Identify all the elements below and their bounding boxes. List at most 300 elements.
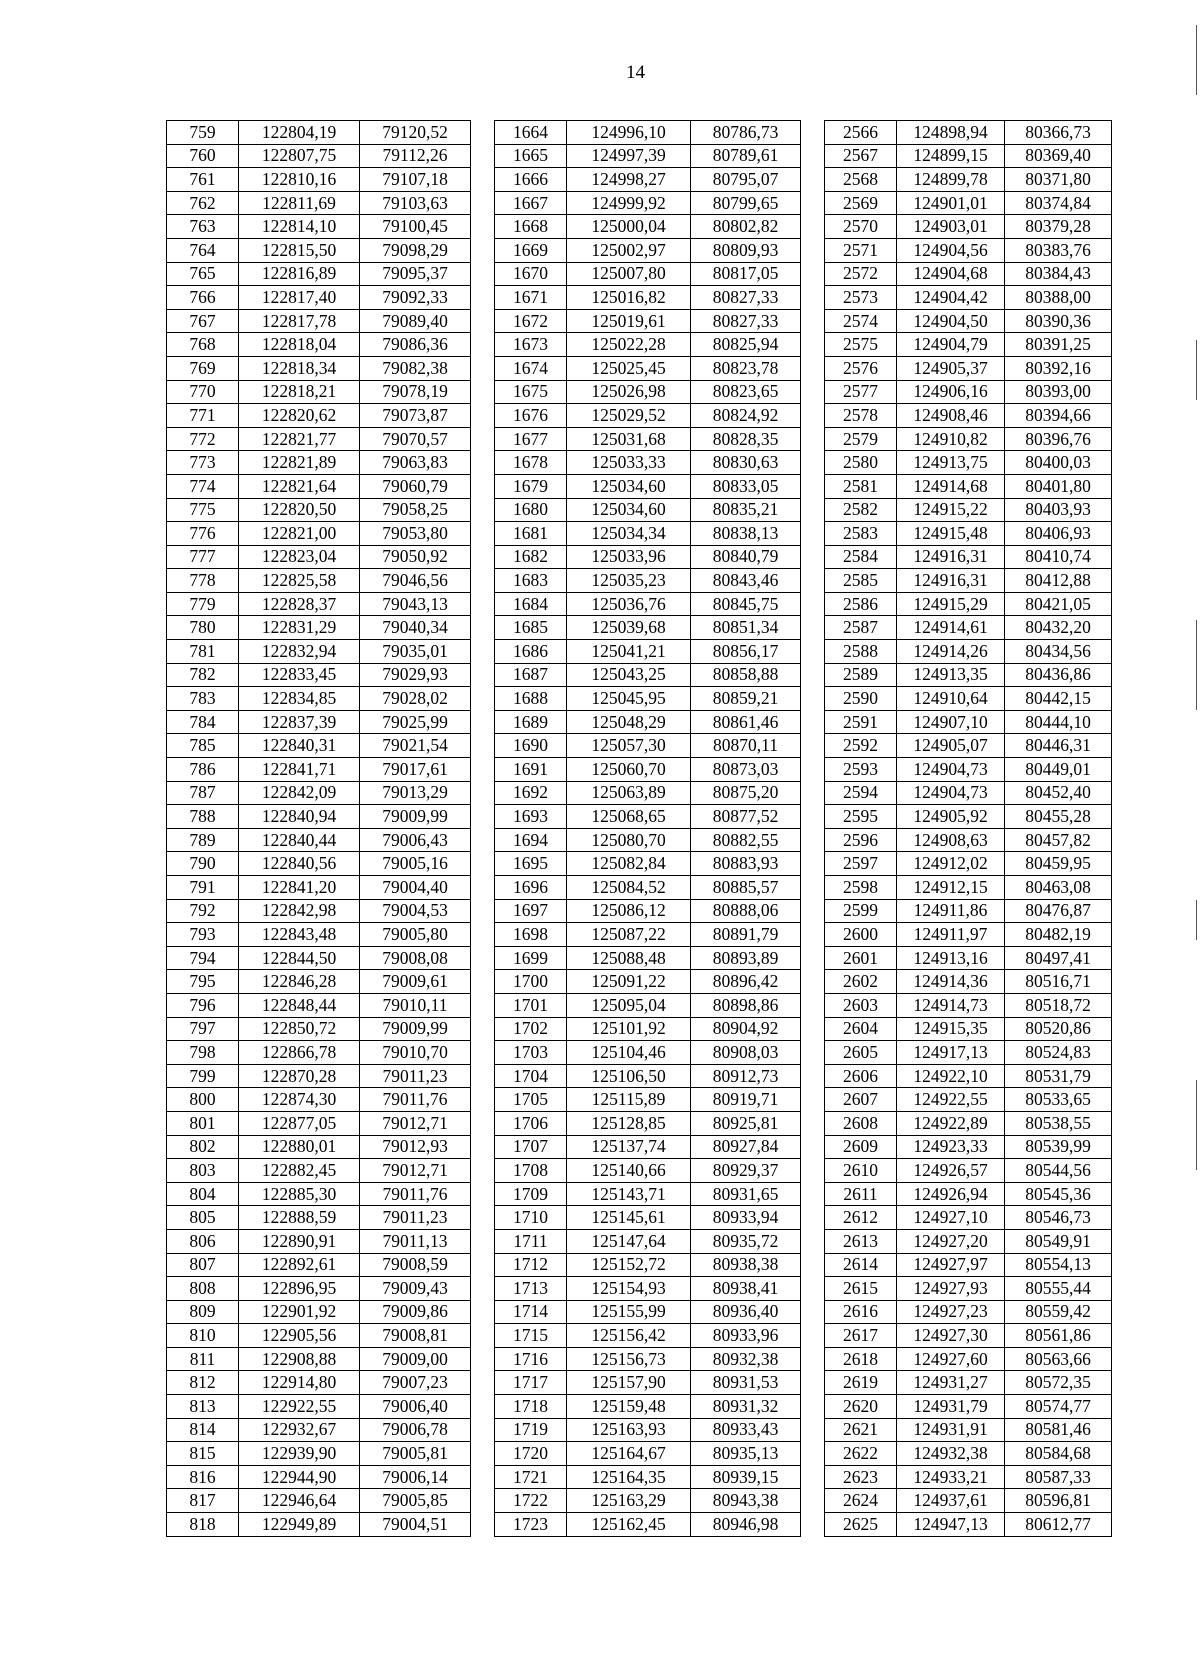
y-coordinate-cell: 79007,23 <box>360 1371 471 1395</box>
column-separator <box>801 498 825 522</box>
y-coordinate-cell: 80931,65 <box>691 1182 801 1206</box>
table-row <box>167 1277 1112 1301</box>
x-coordinate-cell: 124903,01 <box>897 215 1005 239</box>
x-coordinate-cell: 122922,55 <box>239 1395 360 1419</box>
y-coordinate-cell: 80802,82 <box>691 215 801 239</box>
y-coordinate-cell: 80400,03 <box>1005 451 1112 475</box>
column-separator <box>471 852 495 876</box>
column-separator <box>801 1347 825 1371</box>
y-coordinate-cell: 79012,71 <box>360 1159 471 1183</box>
point-number-cell: 797 <box>167 1017 239 1041</box>
point-number-cell: 1705 <box>495 1088 567 1112</box>
table-row <box>167 1324 1112 1348</box>
point-number-cell: 2612 <box>825 1206 897 1230</box>
column-separator <box>801 1324 825 1348</box>
column-separator <box>471 121 495 145</box>
column-separator <box>471 1442 495 1466</box>
table-row <box>167 1135 1112 1159</box>
column-separator <box>471 168 495 192</box>
y-coordinate-cell: 80789,61 <box>691 144 801 168</box>
table-row <box>167 1253 1112 1277</box>
x-coordinate-cell: 124912,02 <box>897 852 1005 876</box>
column-separator <box>801 734 825 758</box>
x-coordinate-cell: 124922,89 <box>897 1111 1005 1135</box>
point-number-cell: 1710 <box>495 1206 567 1230</box>
y-coordinate-cell: 79098,29 <box>360 238 471 262</box>
x-coordinate-cell: 125033,33 <box>567 451 691 475</box>
x-coordinate-cell: 122844,50 <box>239 946 360 970</box>
x-coordinate-cell: 125106,50 <box>567 1064 691 1088</box>
x-coordinate-cell: 124913,75 <box>897 451 1005 475</box>
x-coordinate-cell: 122821,89 <box>239 451 360 475</box>
point-number-cell: 807 <box>167 1253 239 1277</box>
point-number-cell: 818 <box>167 1513 239 1537</box>
x-coordinate-cell: 124913,35 <box>897 663 1005 687</box>
coordinates-table <box>166 120 1112 1537</box>
column-separator <box>801 215 825 239</box>
point-number-cell: 1693 <box>495 805 567 829</box>
point-number-cell: 2590 <box>825 687 897 711</box>
y-coordinate-cell: 79006,78 <box>360 1418 471 1442</box>
point-number-cell: 1692 <box>495 781 567 805</box>
y-coordinate-cell: 80449,01 <box>1005 758 1112 782</box>
y-coordinate-cell: 79120,52 <box>360 121 471 145</box>
point-number-cell: 815 <box>167 1442 239 1466</box>
x-coordinate-cell: 124998,27 <box>567 168 691 192</box>
table-row <box>167 333 1112 357</box>
column-separator <box>801 1041 825 1065</box>
x-coordinate-cell: 122874,30 <box>239 1088 360 1112</box>
y-coordinate-cell: 80912,73 <box>691 1064 801 1088</box>
y-coordinate-cell: 79092,33 <box>360 286 471 310</box>
point-number-cell: 805 <box>167 1206 239 1230</box>
point-number-cell: 777 <box>167 545 239 569</box>
point-number-cell: 784 <box>167 710 239 734</box>
table-row <box>167 121 1112 145</box>
point-number-cell: 1671 <box>495 286 567 310</box>
point-number-cell: 1716 <box>495 1347 567 1371</box>
x-coordinate-cell: 124908,63 <box>897 828 1005 852</box>
point-number-cell: 1713 <box>495 1277 567 1301</box>
y-coordinate-cell: 80561,86 <box>1005 1324 1112 1348</box>
x-coordinate-cell: 125026,98 <box>567 380 691 404</box>
y-coordinate-cell: 80546,73 <box>1005 1206 1112 1230</box>
x-coordinate-cell: 124904,73 <box>897 758 1005 782</box>
column-separator <box>471 1111 495 1135</box>
column-separator <box>801 876 825 900</box>
point-number-cell: 783 <box>167 687 239 711</box>
point-number-cell: 2581 <box>825 474 897 498</box>
x-coordinate-cell: 125002,97 <box>567 238 691 262</box>
y-coordinate-cell: 80870,11 <box>691 734 801 758</box>
column-separator <box>801 640 825 664</box>
point-number-cell: 1673 <box>495 333 567 357</box>
x-coordinate-cell: 124914,26 <box>897 640 1005 664</box>
y-coordinate-cell: 80873,03 <box>691 758 801 782</box>
column-separator <box>471 356 495 380</box>
column-separator <box>471 592 495 616</box>
table-row <box>167 168 1112 192</box>
point-number-cell: 804 <box>167 1182 239 1206</box>
column-separator <box>471 215 495 239</box>
x-coordinate-cell: 124907,10 <box>897 710 1005 734</box>
x-coordinate-cell: 125031,68 <box>567 427 691 451</box>
point-number-cell: 2586 <box>825 592 897 616</box>
column-separator <box>471 333 495 357</box>
point-number-cell: 2607 <box>825 1088 897 1112</box>
column-separator <box>801 993 825 1017</box>
column-separator <box>471 1088 495 1112</box>
y-coordinate-cell: 80612,77 <box>1005 1513 1112 1537</box>
point-number-cell: 2584 <box>825 545 897 569</box>
x-coordinate-cell: 124923,33 <box>897 1135 1005 1159</box>
x-coordinate-cell: 122885,30 <box>239 1182 360 1206</box>
y-coordinate-cell: 80809,93 <box>691 238 801 262</box>
y-coordinate-cell: 80393,00 <box>1005 380 1112 404</box>
x-coordinate-cell: 125087,22 <box>567 923 691 947</box>
x-coordinate-cell: 124914,61 <box>897 616 1005 640</box>
column-separator <box>471 1182 495 1206</box>
y-coordinate-cell: 79103,63 <box>360 191 471 215</box>
y-coordinate-cell: 80374,84 <box>1005 191 1112 215</box>
x-coordinate-cell: 122823,04 <box>239 545 360 569</box>
x-coordinate-cell: 125157,90 <box>567 1371 691 1395</box>
column-separator <box>471 380 495 404</box>
y-coordinate-cell: 80919,71 <box>691 1088 801 1112</box>
x-coordinate-cell: 122908,88 <box>239 1347 360 1371</box>
x-coordinate-cell: 122834,85 <box>239 687 360 711</box>
column-separator <box>471 899 495 923</box>
table-row <box>167 1442 1112 1466</box>
point-number-cell: 762 <box>167 191 239 215</box>
point-number-cell: 799 <box>167 1064 239 1088</box>
table-row <box>167 876 1112 900</box>
y-coordinate-cell: 79009,99 <box>360 805 471 829</box>
table-row <box>167 993 1112 1017</box>
y-coordinate-cell: 80861,46 <box>691 710 801 734</box>
x-coordinate-cell: 125057,30 <box>567 734 691 758</box>
point-number-cell: 1697 <box>495 899 567 923</box>
y-coordinate-cell: 79058,25 <box>360 498 471 522</box>
point-number-cell: 766 <box>167 286 239 310</box>
column-separator <box>471 1253 495 1277</box>
y-coordinate-cell: 79013,29 <box>360 781 471 805</box>
column-separator <box>801 758 825 782</box>
x-coordinate-cell: 124908,46 <box>897 404 1005 428</box>
point-number-cell: 2619 <box>825 1371 897 1395</box>
point-number-cell: 1678 <box>495 451 567 475</box>
point-number-cell: 776 <box>167 522 239 546</box>
y-coordinate-cell: 80898,86 <box>691 993 801 1017</box>
x-coordinate-cell: 124916,31 <box>897 545 1005 569</box>
column-separator <box>801 970 825 994</box>
x-coordinate-cell: 122842,09 <box>239 781 360 805</box>
y-coordinate-cell: 79060,79 <box>360 474 471 498</box>
y-coordinate-cell: 79009,99 <box>360 1017 471 1041</box>
x-coordinate-cell: 124904,68 <box>897 262 1005 286</box>
column-separator <box>801 946 825 970</box>
y-coordinate-cell: 80883,93 <box>691 852 801 876</box>
x-coordinate-cell: 122807,75 <box>239 144 360 168</box>
point-number-cell: 2597 <box>825 852 897 876</box>
y-coordinate-cell: 79046,56 <box>360 569 471 593</box>
y-coordinate-cell: 79005,81 <box>360 1442 471 1466</box>
y-coordinate-cell: 79011,76 <box>360 1088 471 1112</box>
point-number-cell: 788 <box>167 805 239 829</box>
column-separator <box>801 592 825 616</box>
x-coordinate-cell: 122848,44 <box>239 993 360 1017</box>
y-coordinate-cell: 80935,13 <box>691 1442 801 1466</box>
column-separator <box>801 1277 825 1301</box>
x-coordinate-cell: 122840,44 <box>239 828 360 852</box>
table-row <box>167 923 1112 947</box>
point-number-cell: 2579 <box>825 427 897 451</box>
point-number-cell: 2580 <box>825 451 897 475</box>
column-separator <box>801 569 825 593</box>
point-number-cell: 1688 <box>495 687 567 711</box>
y-coordinate-cell: 79017,61 <box>360 758 471 782</box>
x-coordinate-cell: 125045,95 <box>567 687 691 711</box>
y-coordinate-cell: 80936,40 <box>691 1300 801 1324</box>
point-number-cell: 816 <box>167 1465 239 1489</box>
y-coordinate-cell: 80410,74 <box>1005 545 1112 569</box>
x-coordinate-cell: 125140,66 <box>567 1159 691 1183</box>
y-coordinate-cell: 79011,13 <box>360 1229 471 1253</box>
column-separator <box>471 993 495 1017</box>
y-coordinate-cell: 80444,10 <box>1005 710 1112 734</box>
x-coordinate-cell: 122820,62 <box>239 404 360 428</box>
column-separator <box>471 1347 495 1371</box>
point-number-cell: 813 <box>167 1395 239 1419</box>
point-number-cell: 800 <box>167 1088 239 1112</box>
x-coordinate-cell: 125154,93 <box>567 1277 691 1301</box>
column-separator <box>471 805 495 829</box>
table-row <box>167 356 1112 380</box>
point-number-cell: 1694 <box>495 828 567 852</box>
x-coordinate-cell: 122818,04 <box>239 333 360 357</box>
point-number-cell: 2625 <box>825 1513 897 1537</box>
y-coordinate-cell: 80908,03 <box>691 1041 801 1065</box>
table-row <box>167 640 1112 664</box>
y-coordinate-cell: 80371,80 <box>1005 168 1112 192</box>
x-coordinate-cell: 124933,21 <box>897 1465 1005 1489</box>
point-number-cell: 812 <box>167 1371 239 1395</box>
table-row <box>167 758 1112 782</box>
y-coordinate-cell: 80799,65 <box>691 191 801 215</box>
y-coordinate-cell: 80544,56 <box>1005 1159 1112 1183</box>
y-coordinate-cell: 79025,99 <box>360 710 471 734</box>
x-coordinate-cell: 124904,79 <box>897 333 1005 357</box>
point-number-cell: 793 <box>167 923 239 947</box>
y-coordinate-cell: 79011,23 <box>360 1064 471 1088</box>
x-coordinate-cell: 125035,23 <box>567 569 691 593</box>
y-coordinate-cell: 80828,35 <box>691 427 801 451</box>
y-coordinate-cell: 80885,57 <box>691 876 801 900</box>
point-number-cell: 2566 <box>825 121 897 145</box>
column-separator <box>801 380 825 404</box>
column-separator <box>801 286 825 310</box>
column-separator <box>801 1513 825 1537</box>
y-coordinate-cell: 79009,61 <box>360 970 471 994</box>
y-coordinate-cell: 80843,46 <box>691 569 801 593</box>
point-number-cell: 1667 <box>495 191 567 215</box>
y-coordinate-cell: 79010,11 <box>360 993 471 1017</box>
point-number-cell: 2591 <box>825 710 897 734</box>
point-number-cell: 1715 <box>495 1324 567 1348</box>
y-coordinate-cell: 79011,23 <box>360 1206 471 1230</box>
x-coordinate-cell: 124911,86 <box>897 899 1005 923</box>
table-row <box>167 262 1112 286</box>
x-coordinate-cell: 124899,15 <box>897 144 1005 168</box>
column-separator <box>471 1418 495 1442</box>
x-coordinate-cell: 124922,55 <box>897 1088 1005 1112</box>
x-coordinate-cell: 125088,48 <box>567 946 691 970</box>
y-coordinate-cell: 79089,40 <box>360 309 471 333</box>
y-coordinate-cell: 80596,81 <box>1005 1489 1112 1513</box>
y-coordinate-cell: 80830,63 <box>691 451 801 475</box>
x-coordinate-cell: 125104,46 <box>567 1041 691 1065</box>
table-row <box>167 1229 1112 1253</box>
y-coordinate-cell: 79043,13 <box>360 592 471 616</box>
point-number-cell: 1709 <box>495 1182 567 1206</box>
x-coordinate-cell: 122877,05 <box>239 1111 360 1135</box>
y-coordinate-cell: 79005,85 <box>360 1489 471 1513</box>
y-coordinate-cell: 80455,28 <box>1005 805 1112 829</box>
point-number-cell: 814 <box>167 1418 239 1442</box>
column-separator <box>471 498 495 522</box>
point-number-cell: 806 <box>167 1229 239 1253</box>
x-coordinate-cell: 124927,93 <box>897 1277 1005 1301</box>
y-coordinate-cell: 80888,06 <box>691 899 801 923</box>
y-coordinate-cell: 80434,56 <box>1005 640 1112 664</box>
y-coordinate-cell: 80933,43 <box>691 1418 801 1442</box>
x-coordinate-cell: 122840,56 <box>239 852 360 876</box>
column-separator <box>801 474 825 498</box>
point-number-cell: 2582 <box>825 498 897 522</box>
x-coordinate-cell: 124947,13 <box>897 1513 1005 1537</box>
point-number-cell: 2576 <box>825 356 897 380</box>
x-coordinate-cell: 125034,60 <box>567 474 691 498</box>
point-number-cell: 794 <box>167 946 239 970</box>
y-coordinate-cell: 80538,55 <box>1005 1111 1112 1135</box>
x-coordinate-cell: 124904,42 <box>897 286 1005 310</box>
table-row <box>167 970 1112 994</box>
column-separator <box>801 1418 825 1442</box>
column-separator <box>801 1017 825 1041</box>
point-number-cell: 2620 <box>825 1395 897 1419</box>
point-number-cell: 2623 <box>825 1465 897 1489</box>
table-row <box>167 522 1112 546</box>
x-coordinate-cell: 122837,39 <box>239 710 360 734</box>
table-row <box>167 687 1112 711</box>
column-separator <box>801 899 825 923</box>
y-coordinate-cell: 79082,38 <box>360 356 471 380</box>
y-coordinate-cell: 80388,00 <box>1005 286 1112 310</box>
point-number-cell: 2617 <box>825 1324 897 1348</box>
x-coordinate-cell: 124906,16 <box>897 380 1005 404</box>
x-coordinate-cell: 122821,00 <box>239 522 360 546</box>
y-coordinate-cell: 80925,81 <box>691 1111 801 1135</box>
x-coordinate-cell: 124914,68 <box>897 474 1005 498</box>
scan-edge-mark <box>1196 25 1197 95</box>
point-number-cell: 1719 <box>495 1418 567 1442</box>
point-number-cell: 810 <box>167 1324 239 1348</box>
point-number-cell: 771 <box>167 404 239 428</box>
column-separator <box>801 805 825 829</box>
table-row <box>167 144 1112 168</box>
x-coordinate-cell: 124927,60 <box>897 1347 1005 1371</box>
point-number-cell: 1700 <box>495 970 567 994</box>
column-separator <box>801 309 825 333</box>
column-separator <box>471 545 495 569</box>
x-coordinate-cell: 124905,07 <box>897 734 1005 758</box>
column-separator <box>471 474 495 498</box>
x-coordinate-cell: 125043,25 <box>567 663 691 687</box>
y-coordinate-cell: 79009,86 <box>360 1300 471 1324</box>
y-coordinate-cell: 79035,01 <box>360 640 471 664</box>
point-number-cell: 769 <box>167 356 239 380</box>
x-coordinate-cell: 125137,74 <box>567 1135 691 1159</box>
column-separator <box>471 828 495 852</box>
y-coordinate-cell: 80459,95 <box>1005 852 1112 876</box>
column-separator <box>801 616 825 640</box>
x-coordinate-cell: 124927,23 <box>897 1300 1005 1324</box>
x-coordinate-cell: 122831,29 <box>239 616 360 640</box>
column-separator <box>801 852 825 876</box>
point-number-cell: 785 <box>167 734 239 758</box>
column-separator <box>471 1064 495 1088</box>
point-number-cell: 1668 <box>495 215 567 239</box>
y-coordinate-cell: 80394,66 <box>1005 404 1112 428</box>
point-number-cell: 772 <box>167 427 239 451</box>
table-row <box>167 215 1112 239</box>
column-separator <box>471 1277 495 1301</box>
point-number-cell: 2570 <box>825 215 897 239</box>
column-separator <box>471 427 495 451</box>
y-coordinate-cell: 79009,00 <box>360 1347 471 1371</box>
y-coordinate-cell: 80531,79 <box>1005 1064 1112 1088</box>
x-coordinate-cell: 125022,28 <box>567 333 691 357</box>
point-number-cell: 2594 <box>825 781 897 805</box>
point-number-cell: 779 <box>167 592 239 616</box>
x-coordinate-cell: 122841,71 <box>239 758 360 782</box>
y-coordinate-cell: 80833,05 <box>691 474 801 498</box>
x-coordinate-cell: 124927,97 <box>897 1253 1005 1277</box>
column-separator <box>801 1159 825 1183</box>
table-row <box>167 710 1112 734</box>
x-coordinate-cell: 122810,16 <box>239 168 360 192</box>
column-separator <box>471 640 495 664</box>
x-coordinate-cell: 122850,72 <box>239 1017 360 1041</box>
column-separator <box>801 1253 825 1277</box>
point-number-cell: 1701 <box>495 993 567 1017</box>
column-separator <box>801 333 825 357</box>
x-coordinate-cell: 124999,92 <box>567 191 691 215</box>
point-number-cell: 1685 <box>495 616 567 640</box>
x-coordinate-cell: 122946,64 <box>239 1489 360 1513</box>
x-coordinate-cell: 122944,90 <box>239 1465 360 1489</box>
point-number-cell: 1703 <box>495 1041 567 1065</box>
point-number-cell: 2573 <box>825 286 897 310</box>
x-coordinate-cell: 125084,52 <box>567 876 691 900</box>
table-row <box>167 1347 1112 1371</box>
x-coordinate-cell: 124996,10 <box>567 121 691 145</box>
x-coordinate-cell: 122821,64 <box>239 474 360 498</box>
x-coordinate-cell: 124931,27 <box>897 1371 1005 1395</box>
x-coordinate-cell: 124915,22 <box>897 498 1005 522</box>
point-number-cell: 811 <box>167 1347 239 1371</box>
point-number-cell: 2613 <box>825 1229 897 1253</box>
